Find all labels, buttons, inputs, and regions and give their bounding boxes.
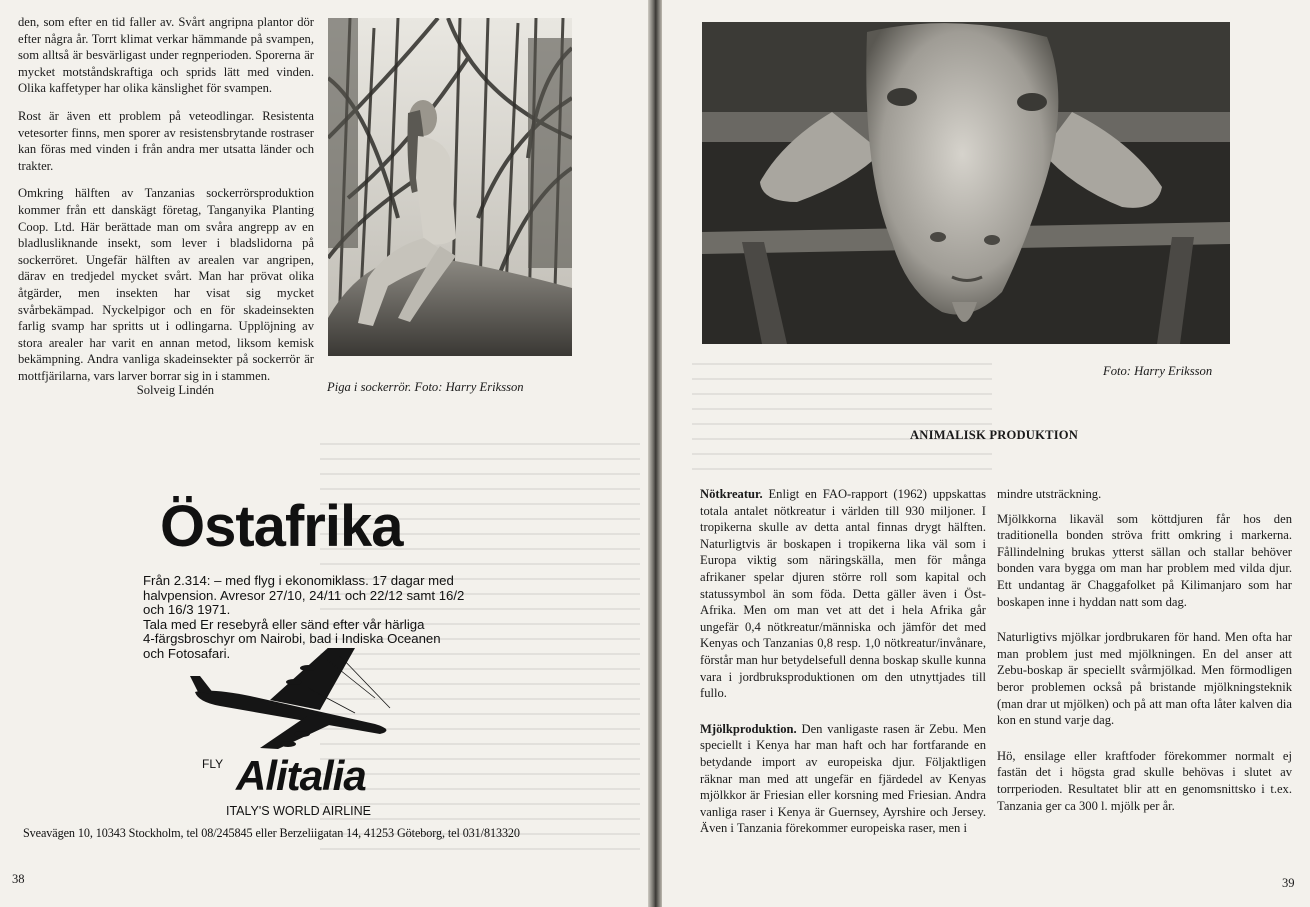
- ad-body-line: halvpension. Avresor 27/10, 24/11 och 22/12 samt 16/2: [143, 587, 465, 603]
- ad-body-line: och Fotosafari.: [143, 645, 231, 661]
- paragraph-label: Nötkreatur.: [700, 487, 763, 501]
- author-signature: Solveig Lindén: [136, 383, 214, 398]
- sheep-photo: [702, 22, 1230, 344]
- left-text-column: [18, 14, 314, 399]
- book-gutter: [648, 0, 662, 907]
- right-page: [662, 0, 1310, 907]
- page-number: 39: [1282, 876, 1295, 890]
- ad-address: Sveavägen 10, 10343 Stockholm, tel 08/245845 eller Berzeliigatan 14, 41253 Göteborg, tel 031/813320: [23, 826, 520, 840]
- ad-body-line: Från 2.314: – med flyg i ekonomiklass. 17 dagar med: [143, 573, 454, 588]
- paragraph: Mjölkkorna likaväl som köttdjuren får hos den traditionella bonden ströva fritt omkring i markerna. Fållindelning brukas ytterst sällan och stallar behöver bonden vara bygga om man har problem med vilda djur. Ett undantag är Chaggafolket på Kilimanjaro som har boskapen inne i hyddan natt som dag.: [997, 511, 1292, 609]
- paragraph: Omkring hälften av Tanzanias sockerrörsproduktion kommer från ett danskägt företag, Tanganyika Planting Coop. Ltd. Här berättade man om svåra angrepp av en bladlusliknande insekt, som lever i bladslidorna på sockerröret. Ungefär hälften av arealen var angripen, därav en tredjedel mycket svårt. Man har prövat olika åtgärder, men insekten har visat sig mycket svårbekämpad. Nyckelpigor och en för skadeinsekten farlig svamp har spritts ut i odlingarna. Upplöjning av stora arealer har varit en annan metod, liksom kemisk bekämpning. Andra vanliga skadeinsekter på sockerrör är mottfjärilarna, vars larver borrar sig in i stammen.: [18, 186, 314, 383]
- ad-title: Östafrika: [160, 494, 403, 559]
- ad-body-line: och 16/3 1971.: [143, 602, 231, 617]
- ad-fly-label: FLY: [202, 757, 224, 771]
- paragraph: Rost är även ett problem på veteodlingar. Resistenta vetesorter finns, men sporer av resistensbrytande rostraser kan föras med vinden i från andra mer utsatta länder och trakter.: [18, 108, 314, 173]
- paragraph-body: Enligt en FAO-rapport (1962) uppskattas totala antalet nötkreatur i världen till 930 miljoner. I tropikerna skulle av detta antal finnas drygt hälften. Naturligtvis är boskapen i tropikerna lika väl som i Europa viktig som näringskälla, men för många afrikaner spelar djuren större roll som kapital och statussymbol än som föda. Detta gäller även i Öst-Afrika. Men om man vet att det i hela Afrika går ungefär 0,4 nötkreatur/människa och jämför det med Kenyas och Tanzanias 0,8 resp. 1,0 nötkreatur/invånare, förstår man hur betydelsefull denna boskap skulle kunna vara i jordbruksproduktionen om den utnyttjades till fullo.: [700, 487, 986, 701]
- paragraph: Hö, ensilage eller kraftfoder förekommer normalt ej fastän det i högsta grad skulle behövas i slutet av torrperioden. Resultatet blir att en genomsnittsko i t.ex. Tanzania ger ca 300 l. mjölk per år.: [997, 748, 1292, 813]
- airplane-icon: [190, 648, 415, 753]
- ad-body-line: Tala med Er resebyrå eller sänd efter vår härliga: [143, 616, 425, 632]
- left-page: [0, 0, 648, 907]
- alitalia-logo: Alitalia: [236, 752, 366, 799]
- right-text-column-1: [700, 486, 986, 848]
- paragraph-body: Den vanligaste rasen är Zebu. Men speciellt i Kenya har man haft och har fortfarande en betydande import av europeiska djur. Följaktligen räknar man med att ungefär en fjärdedel av Kenyas mjölkkor är Friesian eller korsning med Friesian. Andra vanliga raser i Kenya är Guernsey, Ayrshire och Jersey. Även i Tanzania förekommer europeiska raser, men i: [700, 721, 986, 836]
- sugarcane-photo-image: [328, 18, 572, 356]
- sheep-photo-image: [702, 22, 1230, 344]
- bleed-through-decoration: [692, 350, 992, 470]
- page-number: 38: [12, 872, 25, 886]
- paragraph: mindre utsträckning.: [997, 487, 1102, 501]
- paragraph-cattle: [700, 486, 986, 702]
- photo-caption: Foto: Harry Eriksson: [1103, 364, 1213, 378]
- photo-caption: Piga i sockerrör. Foto: Harry Eriksson: [327, 380, 524, 394]
- sugarcane-photo: [328, 18, 572, 356]
- paragraph-milk: [700, 721, 986, 837]
- paragraph-label: Mjölkproduktion.: [700, 721, 797, 736]
- ad-tagline: ITALY'S WORLD AIRLINE: [226, 804, 372, 818]
- ad-body-line: 4-färgsbroschyr om Nairobi, bad i Indiska Oceanen: [143, 631, 441, 646]
- paragraph: Naturligtivs mjölkar jordbrukaren för hand. Men ofta har man problem just med mjölkningen. En del anser att Zebu-boskap är speciellt svårmjölkad. Men förmodligen beror problemen också på bristande mjölkningsteknik (man drar ut mjölken) och på att man ofta låter kalven dia kon en stund varje dag.: [997, 630, 1292, 728]
- right-text-column-2: [997, 486, 1292, 825]
- paragraph: den, som efter en tid faller av. Svårt angripna plantor dör efter några år. Torrt klimat verkar hämmande på svampen, som alltså är besvärligast under regnperioden. Sporerna är mycket motståndskraftiga och sprids lätt med vinden. Olika kaffetyper har olika känslighet för svampen.: [18, 15, 314, 96]
- section-heading: ANIMALISK PRODUKTION: [910, 428, 1079, 442]
